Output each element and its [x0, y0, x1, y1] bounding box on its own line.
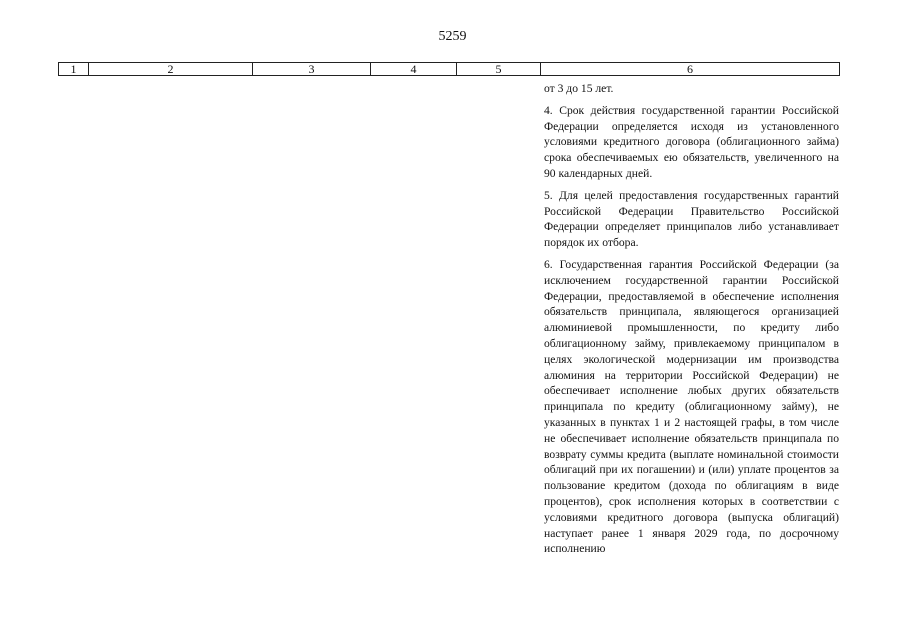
paragraph-6: 6. Государственная гарантия Российской Федерации (за исключением государственной гарантии Российской Федерации, предоставляемой в обеспечение исполнения обязательств принципала, являющегося организацией алюминиевой промышленности, по кредиту либо облигационному займу, привлекаемому принципалом в целях экологической модернизации им производства алюминия на территории Российской Федерации) не обеспечивает исполнение любых других обязательств принципала по кредиту (облигационному займу), не указанных в пунктах 1 и 2 настоящей графы, в том числе не обеспечивает исполнение обязательств принципала по возврату суммы кредита (выплате номинальной стоимости облигаций при их погашении) и (или) уплате процентов за пользование кредитом (дохода по облигациям в виде процентов), срок исполнения которых в соответствии с условиями кредитного договора (выпуска облигаций) наступает ранее 1 января 2029 года, по досрочному исполнению	[544, 257, 839, 556]
column-header-6: 6	[541, 63, 840, 76]
paragraph-5: 5. Для целей предоставления государственных гарантий Российской Федерации Правительство Российской Федерации определяет принципалов либо устанавливает порядок их отбора.	[544, 188, 839, 250]
column-header-1: 1	[59, 63, 89, 76]
column-header-2: 2	[89, 63, 253, 76]
page-number: 5259	[438, 29, 467, 44]
column-header-table	[58, 62, 840, 76]
column-header-3: 3	[253, 63, 371, 76]
continuation-text: от 3 до 15 лет.	[544, 82, 614, 95]
column-header-4: 4	[371, 63, 457, 76]
column-header-row	[59, 63, 840, 76]
column-header-5: 5	[457, 63, 541, 76]
paragraph-4: 4. Срок действия государственной гарантии Российской Федерации определяется исходя из установленного условиями кредитного договора (облигационного займа) срока обеспечиваемых ею обязательств, увеличенного на 90 календарных дней.	[544, 103, 839, 180]
column-6-content	[544, 81, 839, 563]
